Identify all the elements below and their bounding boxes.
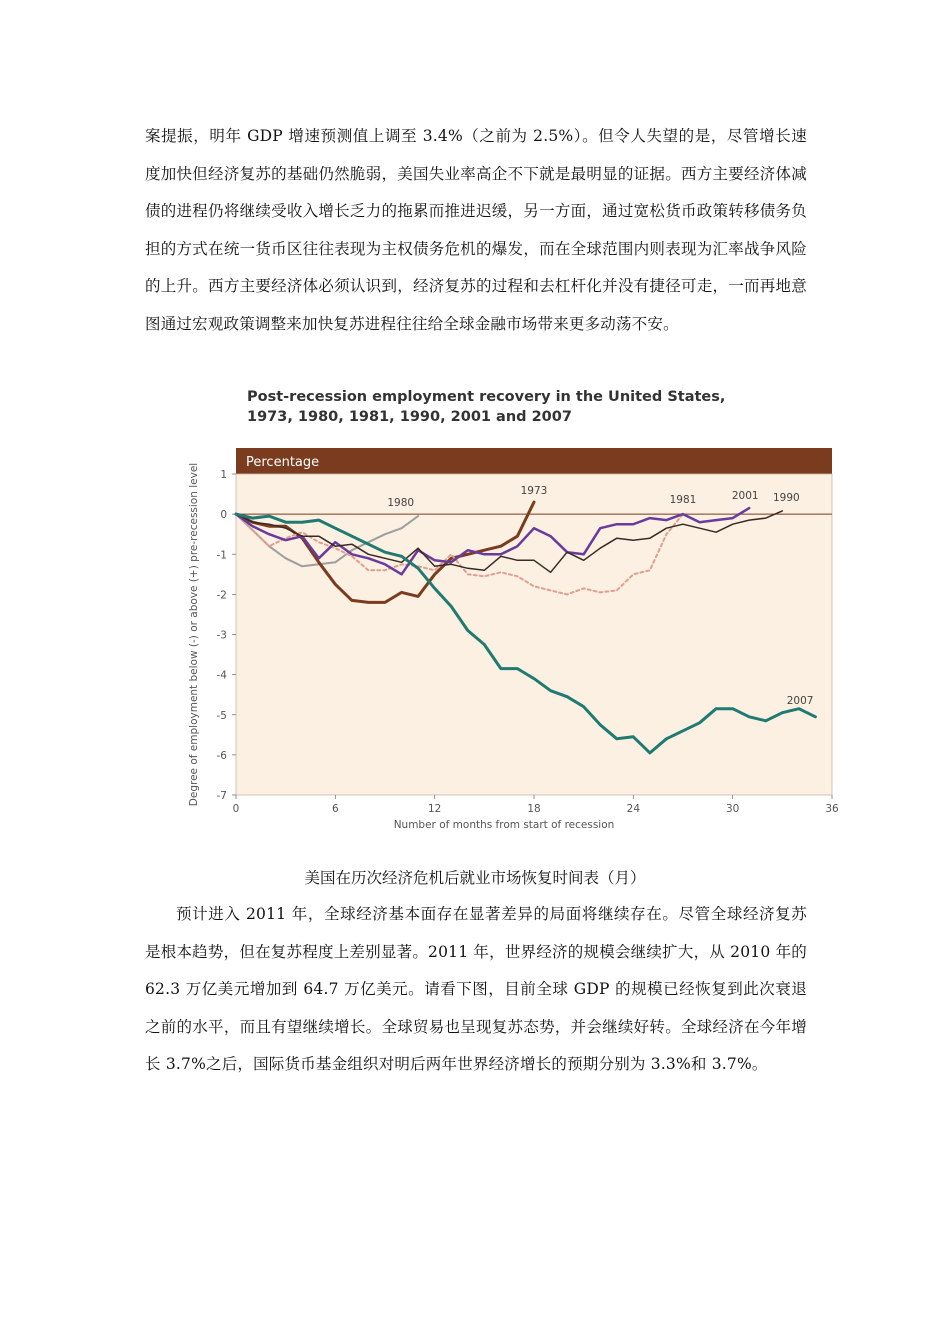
y-axis-ticks (217, 469, 236, 802)
y-tick-label: -5 (216, 709, 227, 722)
series-label-2007: 2007 (786, 694, 814, 707)
series-label-2001: 2001 (731, 490, 759, 503)
series-label-1981: 1981 (669, 494, 697, 507)
y-tick-label: -1 (216, 549, 227, 562)
x-tick-label: 0 (232, 803, 240, 815)
y-tick-label: 1 (220, 469, 227, 481)
x-tick-label: 6 (331, 803, 339, 815)
x-tick-label: 36 (825, 803, 839, 815)
figure-caption: 美国在历次经济危机后就业市场恢复时间表（月） (304, 869, 646, 887)
chart-title-line-2: 1973, 1980, 1981, 1990, 2001 and 2007 (247, 409, 572, 425)
x-tick-label: 30 (725, 803, 740, 815)
series-label-1980: 1980 (387, 497, 415, 510)
y-tick-label: -7 (216, 790, 227, 802)
x-tick-label: 18 (527, 803, 541, 815)
chart-header-band (236, 448, 832, 474)
employment-recovery-chart (180, 370, 840, 840)
y-tick-label: -2 (216, 589, 227, 602)
x-tick-label: 12 (427, 803, 442, 815)
y-axis-label: Degree of employment below (-) or above (+) pre-recession level (188, 462, 200, 807)
y-tick-label: -3 (216, 629, 227, 642)
body-paragraph-2: 预计进入 2011 年，全球经济基本面存在显著差异的局面将继续存在。尽管全球经济复苏是根本趋势，但在复苏程度上差别显著。2011 年，世界经济的规模会继续扩大，从 2010 年的 62.3 万亿美元增加到 64.7 万亿美元。请看下图，目前全球 GDP 的规模已经恢复到此次衰退之前的水平，而且有望继续增长。全球贸易也呈现复苏态势，并会继续好转。全球经济在今年增长 3.7%之后，国际货币基金组织对明后两年世界经济增长的预期分别为 3.3%和 3.7%。 (145, 905, 807, 1074)
y-tick-label: 0 (220, 509, 227, 522)
x-axis-ticks (233, 795, 839, 815)
body-paragraph-1: 案提振，明年 GDP 增速预测值上调至 3.4%（之前为 2.5%）。但令人失望的是，尽管增长速度加快但经济复苏的基础仍然脆弱，美国失业率高企不下就是最明显的证据。西方主要经济体减债的进程仍将继续受收入增长乏力的拖累而推进迟缓，另一方面，通过宽松货币政策转移债务负担的方式在统一货币区往往表现为主权债务危机的爆发，而在全球范围内则表现为汇率战争风险的上升。西方主要经济体必须认识到，经济复苏的过程和去杠杆化并没有捷径可走，一而再地意图通过宏观政策调整来加快复苏进程往往给全球金融市场带来更多动荡不安。 (145, 127, 807, 333)
series-label-1990: 1990 (772, 491, 800, 504)
chart-title-line-1: Post-recession employment recovery in the United States, (247, 389, 726, 405)
chart-unit-label: Percentage (246, 455, 320, 470)
x-axis-label: Number of months from start of recession (393, 819, 615, 831)
y-tick-label: -6 (216, 749, 227, 762)
y-tick-label: -4 (216, 669, 227, 682)
x-tick-label: 24 (626, 803, 641, 815)
series-label-1973: 1973 (520, 485, 548, 498)
